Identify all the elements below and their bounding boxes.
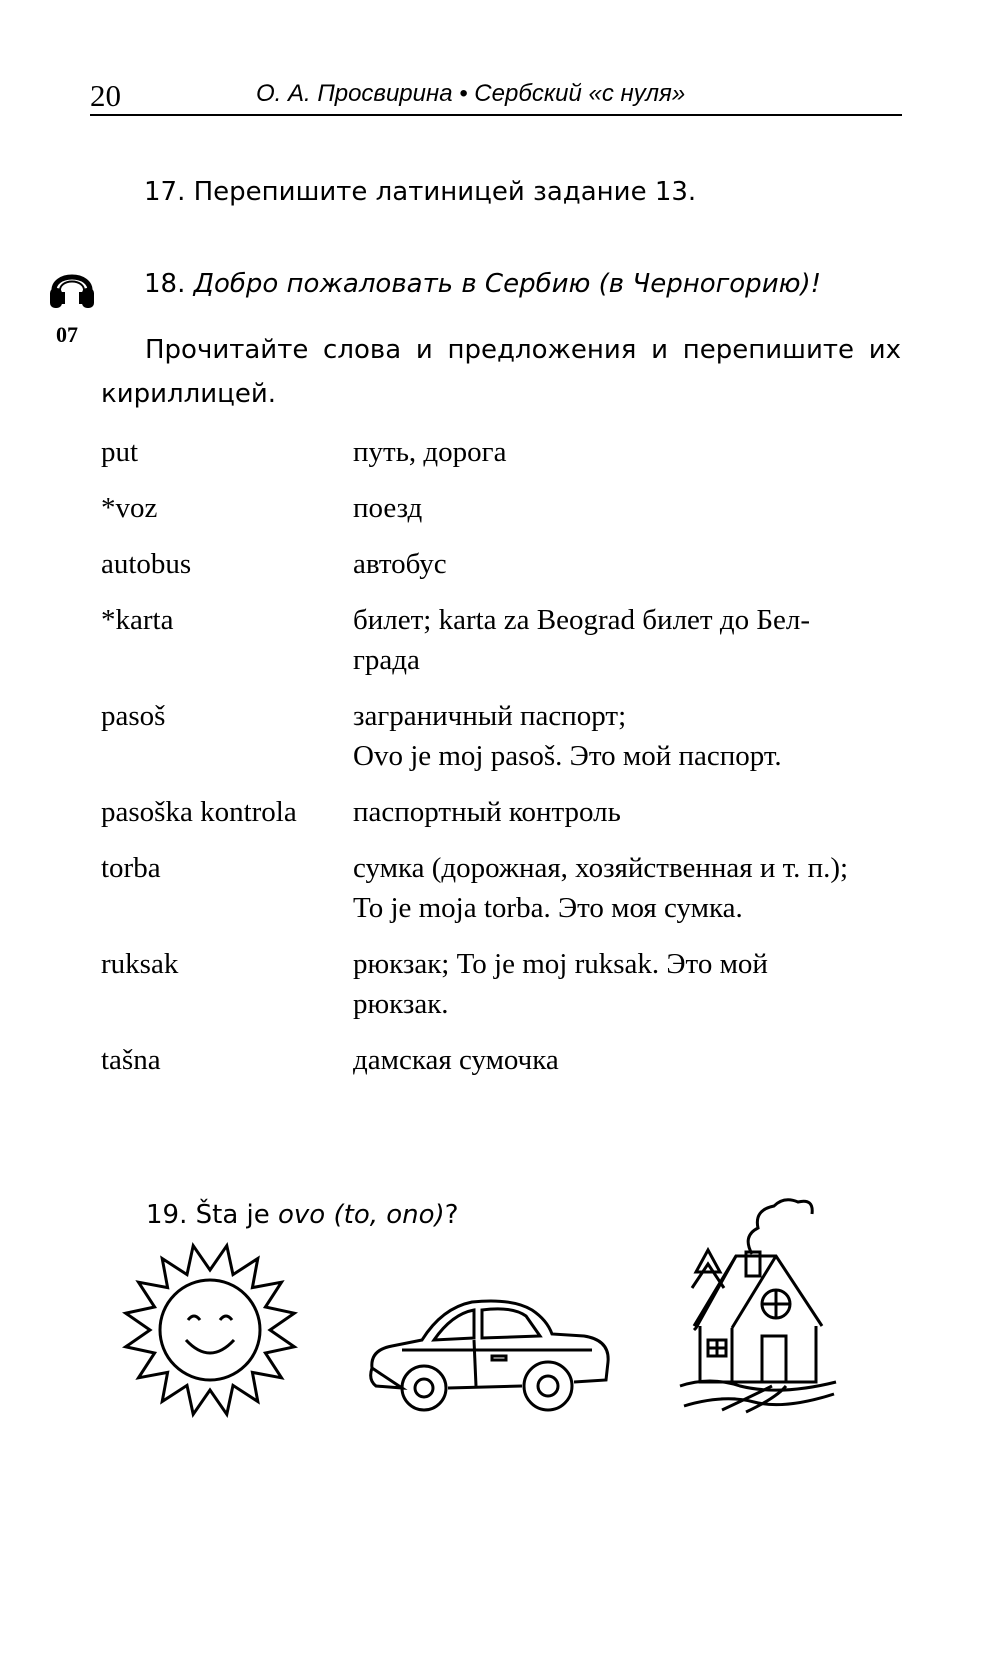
vocab-term: pasoška kontrola <box>101 796 297 828</box>
vocab-term: torba <box>101 852 161 884</box>
vocab-definition <box>353 696 911 776</box>
task-19-question-mark: ? <box>444 1200 459 1230</box>
vocab-term: *voz <box>101 492 158 524</box>
vocab-definition-line: града <box>353 644 420 676</box>
vocab-definition <box>353 1040 911 1080</box>
task-17 <box>144 172 696 212</box>
vocab-definition-line: путь, дорога <box>353 436 507 468</box>
vocab-term: *karta <box>101 604 174 636</box>
vocab-definition-line: дамская сумочка <box>353 1044 559 1076</box>
vocab-term: autobus <box>101 548 192 580</box>
vocab-definition-line: автобус <box>353 548 447 580</box>
vocabulary-list <box>101 432 911 1096</box>
vocab-row <box>101 544 911 584</box>
task-18-number: 18. <box>144 269 186 299</box>
running-header-title: О. А. Просвирина • Сербский «с нуля» <box>256 80 686 107</box>
vocab-definition <box>353 848 911 928</box>
audio-track-number: 07 <box>56 322 78 347</box>
vocab-definition <box>353 544 911 584</box>
task-18-title: Добро пожаловать в Сербию (в Черногорию)! <box>193 269 822 299</box>
task-18-instruction: Прочитайте слова и предложения и перепишите их кириллицей. <box>101 335 901 409</box>
vocab-definition-line: рюкзак. <box>353 988 449 1020</box>
vocab-definition-line: сумка (дорожная, хозяйственная и т. п.); <box>353 852 849 884</box>
vocab-definition-line: билет; karta za Beograd билет до Бел- <box>353 604 810 636</box>
vocab-definition-line: заграничный паспорт; <box>353 700 627 732</box>
page-number: 20 <box>90 78 121 113</box>
vocab-term: put <box>101 436 139 468</box>
vocab-row <box>101 944 911 1024</box>
vocab-term: tašna <box>101 1044 161 1076</box>
task-17-text: Перепишите латиницей задание 13. <box>193 177 697 207</box>
task-19-text: Šta je <box>195 1200 270 1230</box>
vocab-definition <box>353 488 911 528</box>
vocab-row <box>101 848 911 928</box>
vocab-row <box>101 432 911 472</box>
vocab-definition-line: поезд <box>353 492 423 524</box>
vocab-definition <box>353 600 911 680</box>
vocab-row <box>101 1040 911 1080</box>
task-19-text-italic: ovo (to, ono) <box>278 1200 445 1230</box>
sun-illustration <box>120 1240 300 1420</box>
vocab-term: pasoš <box>101 700 166 732</box>
vocab-definition-line: To je moja torba. Это моя сумка. <box>353 892 743 924</box>
headphones-icon <box>46 262 98 310</box>
vocab-definition <box>353 944 911 1024</box>
vocab-definition <box>353 432 911 472</box>
vocab-definition-line: Ovo je moj pasoš. Это мой паспорт. <box>353 740 782 772</box>
vocab-definition-line: рюкзак; To je moj ruksak. Это мой <box>353 948 768 980</box>
task-19-number: 19. <box>146 1200 188 1230</box>
vocab-row <box>101 600 911 680</box>
task-19 <box>146 1200 459 1230</box>
vocab-row <box>101 696 911 776</box>
vocab-row <box>101 488 911 528</box>
vocab-term: ruksak <box>101 948 179 980</box>
vocab-row <box>101 792 911 832</box>
car-illustration <box>362 1290 617 1420</box>
vocab-definition <box>353 792 911 832</box>
task-17-number: 17. <box>144 177 186 207</box>
header-rule <box>90 114 902 116</box>
house-illustration <box>676 1196 841 1421</box>
task-18 <box>144 264 821 304</box>
vocab-definition-line: паспортный контроль <box>353 796 621 828</box>
